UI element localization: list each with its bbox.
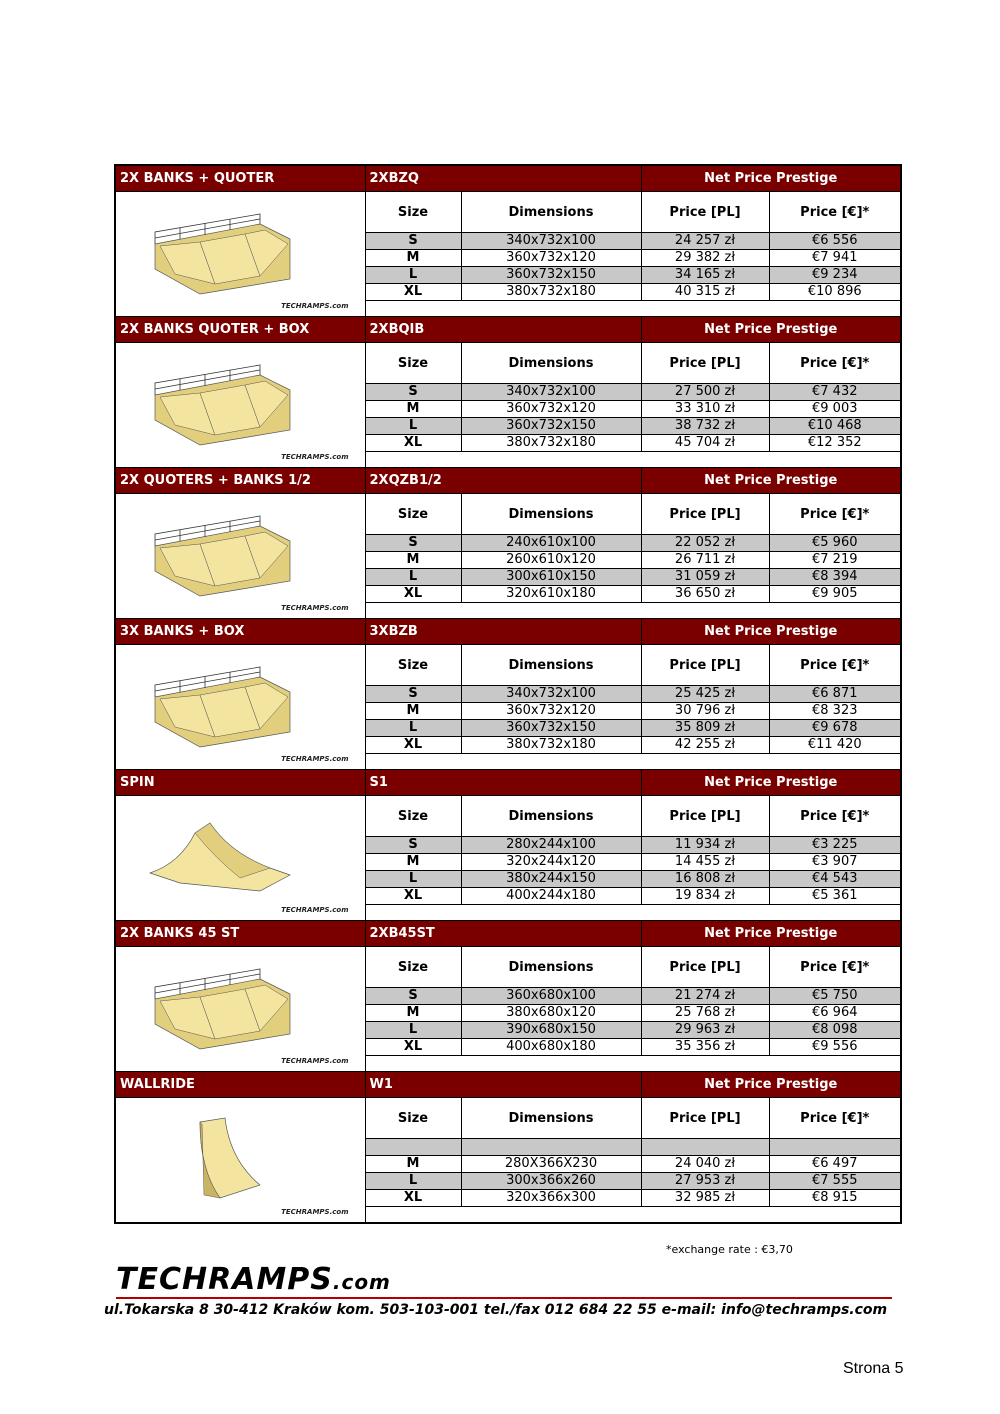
dimensions-cell: 360x732x150 (461, 720, 641, 737)
column-header-row (115, 192, 901, 233)
price-eur-cell: €5 361 (769, 888, 901, 905)
watermark: TECHRAMPS.com (281, 1208, 349, 1216)
dimensions-cell: 380x732x180 (461, 737, 641, 754)
price-pl-cell: 24 040 zł (641, 1156, 769, 1173)
column-header-row (115, 947, 901, 988)
col-header-dimensions: Dimensions (461, 192, 641, 233)
col-header-size: Size (365, 494, 461, 535)
price-pl-cell: 36 650 zł (641, 586, 769, 603)
product-image (115, 645, 365, 770)
price-pl-cell: 30 796 zł (641, 703, 769, 720)
product-image (115, 343, 365, 468)
dimensions-cell: 320x610x180 (461, 586, 641, 603)
col-header-price-eur: Price [€]* (769, 1098, 901, 1139)
column-header-row (115, 645, 901, 686)
col-header-size: Size (365, 947, 461, 988)
col-header-dimensions: Dimensions (461, 947, 641, 988)
price-eur-cell: €8 394 (769, 569, 901, 586)
size-cell: XL (365, 1039, 461, 1056)
price-eur-cell: €9 003 (769, 401, 901, 418)
price-eur-cell: €8 098 (769, 1022, 901, 1039)
price-pl-cell: 40 315 zł (641, 284, 769, 301)
size-cell: S (365, 686, 461, 703)
size-cell: M (365, 250, 461, 267)
dimensions-cell: 360x732x150 (461, 267, 641, 284)
price-pl-cell: 27 500 zł (641, 384, 769, 401)
product-code: S1 (365, 770, 641, 796)
product-header (115, 1072, 901, 1098)
exchange-rate-note: *exchange rate : €3,70 (666, 1243, 793, 1256)
product-name: 3X BANKS + BOX (115, 619, 365, 645)
spacer-cell (365, 603, 901, 619)
size-cell: M (365, 401, 461, 418)
watermark: TECHRAMPS.com (281, 453, 349, 461)
ramp-spin-icon (116, 813, 365, 903)
price-pl-cell: 25 425 zł (641, 686, 769, 703)
price-eur-cell: €9 234 (769, 267, 901, 284)
price-eur-cell: €5 960 (769, 535, 901, 552)
dimensions-cell: 360x732x150 (461, 418, 641, 435)
size-cell: L (365, 418, 461, 435)
product-code: 2XB45ST (365, 921, 641, 947)
watermark: TECHRAMPS.com (281, 1057, 349, 1065)
product-name: 2X BANKS QUOTER + BOX (115, 317, 365, 343)
price-pl-cell: 14 455 zł (641, 854, 769, 871)
price-eur-cell: €9 905 (769, 586, 901, 603)
col-header-price-pl: Price [PL] (641, 947, 769, 988)
col-header-size: Size (365, 796, 461, 837)
price-pl-cell: 32 985 zł (641, 1190, 769, 1207)
dimensions-cell: 320x366x300 (461, 1190, 641, 1207)
price-eur-cell: €8 323 (769, 703, 901, 720)
net-price-label: Net Price Prestige (641, 317, 901, 343)
price-eur-cell: €9 678 (769, 720, 901, 737)
dimensions-cell: 400x680x180 (461, 1039, 641, 1056)
column-header-row (115, 343, 901, 384)
dimensions-cell: 380x244x150 (461, 871, 641, 888)
price-pl-cell: 38 732 zł (641, 418, 769, 435)
col-header-price-eur: Price [€]* (769, 494, 901, 535)
price-eur-cell: €3 225 (769, 837, 901, 854)
price-pl-cell: 19 834 zł (641, 888, 769, 905)
spacer-cell (365, 301, 901, 317)
price-eur-cell: €7 555 (769, 1173, 901, 1190)
product-header (115, 165, 901, 192)
size-cell: S (365, 233, 461, 250)
size-cell: M (365, 703, 461, 720)
price-pl-cell: 25 768 zł (641, 1005, 769, 1022)
spacer-cell (365, 1207, 901, 1224)
size-cell: XL (365, 586, 461, 603)
dimensions-cell: 240x610x100 (461, 535, 641, 552)
dimensions-cell: 360x732x120 (461, 401, 641, 418)
dimensions-cell: 260x610x120 (461, 552, 641, 569)
col-header-price-pl: Price [PL] (641, 343, 769, 384)
dimensions-cell: 340x732x100 (461, 686, 641, 703)
product-name: 2X QUOTERS + BANKS 1/2 (115, 468, 365, 494)
ramp-two-banks-quarter-box-icon (116, 355, 365, 455)
col-header-size: Size (365, 1098, 461, 1139)
price-eur-cell: €6 871 (769, 686, 901, 703)
price-eur-cell: €10 468 (769, 418, 901, 435)
ramp-two-banks-45-icon (116, 959, 365, 1059)
product-header (115, 921, 901, 947)
price-pl-cell (641, 1139, 769, 1156)
size-cell: S (365, 837, 461, 854)
col-header-price-eur: Price [€]* (769, 645, 901, 686)
dimensions-cell: 320x244x120 (461, 854, 641, 871)
size-cell: XL (365, 737, 461, 754)
ramp-wallride-icon (116, 1110, 365, 1210)
price-eur-cell: €7 432 (769, 384, 901, 401)
price-pl-cell: 31 059 zł (641, 569, 769, 586)
col-header-dimensions: Dimensions (461, 796, 641, 837)
price-pl-cell: 33 310 zł (641, 401, 769, 418)
product-name: 2X BANKS + QUOTER (115, 165, 365, 192)
price-pl-cell: 29 382 zł (641, 250, 769, 267)
size-cell: XL (365, 435, 461, 452)
size-cell: M (365, 552, 461, 569)
net-price-label: Net Price Prestige (641, 165, 901, 192)
product-code: W1 (365, 1072, 641, 1098)
column-header-row (115, 796, 901, 837)
size-cell: S (365, 384, 461, 401)
price-pl-cell: 16 808 zł (641, 871, 769, 888)
col-header-price-eur: Price [€]* (769, 947, 901, 988)
dimensions-cell: 300x366x260 (461, 1173, 641, 1190)
size-cell: L (365, 267, 461, 284)
dimensions-cell: 390x680x150 (461, 1022, 641, 1039)
dimensions-cell: 360x732x120 (461, 250, 641, 267)
size-cell: L (365, 1022, 461, 1039)
dimensions-cell: 280x244x100 (461, 837, 641, 854)
net-price-label: Net Price Prestige (641, 619, 901, 645)
price-eur-cell: €5 750 (769, 988, 901, 1005)
size-cell: M (365, 854, 461, 871)
size-cell: L (365, 720, 461, 737)
price-eur-cell: €6 964 (769, 1005, 901, 1022)
ramp-two-quarters-banks-icon (116, 506, 365, 606)
price-pl-cell: 27 953 zł (641, 1173, 769, 1190)
size-cell: M (365, 1005, 461, 1022)
product-code: 2XBZQ (365, 165, 641, 192)
dimensions-cell: 380x680x120 (461, 1005, 641, 1022)
size-cell: S (365, 535, 461, 552)
col-header-price-pl: Price [PL] (641, 796, 769, 837)
col-header-price-pl: Price [PL] (641, 1098, 769, 1139)
net-price-label: Net Price Prestige (641, 468, 901, 494)
price-pl-cell: 45 704 zł (641, 435, 769, 452)
size-cell: XL (365, 1190, 461, 1207)
col-header-price-eur: Price [€]* (769, 796, 901, 837)
watermark: TECHRAMPS.com (281, 906, 349, 914)
size-cell (365, 1139, 461, 1156)
price-eur-cell: €6 497 (769, 1156, 901, 1173)
size-cell: XL (365, 888, 461, 905)
price-eur-cell: €7 941 (769, 250, 901, 267)
logo-suffix: .com (332, 1270, 391, 1294)
price-pl-cell: 22 052 zł (641, 535, 769, 552)
spacer-cell (365, 905, 901, 921)
ramp-three-banks-box-icon (116, 657, 365, 757)
net-price-label: Net Price Prestige (641, 921, 901, 947)
price-pl-cell: 24 257 zł (641, 233, 769, 250)
spacer-cell (365, 452, 901, 468)
product-image (115, 1098, 365, 1224)
col-header-dimensions: Dimensions (461, 494, 641, 535)
product-name: WALLRIDE (115, 1072, 365, 1098)
dimensions-cell: 380x732x180 (461, 284, 641, 301)
price-pl-cell: 35 809 zł (641, 720, 769, 737)
dimensions-cell: 360x680x100 (461, 988, 641, 1005)
price-eur-cell: €7 219 (769, 552, 901, 569)
column-header-row (115, 1098, 901, 1139)
dimensions-cell: 340x732x100 (461, 233, 641, 250)
price-eur-cell (769, 1139, 901, 1156)
price-eur-cell: €11 420 (769, 737, 901, 754)
product-header (115, 770, 901, 796)
dimensions-cell: 340x732x100 (461, 384, 641, 401)
column-header-row (115, 494, 901, 535)
dimensions-cell: 400x244x180 (461, 888, 641, 905)
watermark: TECHRAMPS.com (281, 302, 349, 310)
product-header (115, 619, 901, 645)
price-pl-cell: 26 711 zł (641, 552, 769, 569)
spacer-cell (365, 754, 901, 770)
product-header (115, 468, 901, 494)
col-header-size: Size (365, 645, 461, 686)
footer-rule (116, 1297, 892, 1299)
col-header-size: Size (365, 192, 461, 233)
product-name: SPIN (115, 770, 365, 796)
size-cell: M (365, 1156, 461, 1173)
price-pl-cell: 11 934 zł (641, 837, 769, 854)
page-number: Strona 5 (843, 1360, 904, 1377)
product-code: 3XBZB (365, 619, 641, 645)
col-header-price-eur: Price [€]* (769, 192, 901, 233)
col-header-price-pl: Price [PL] (641, 645, 769, 686)
dimensions-cell: 360x732x120 (461, 703, 641, 720)
col-header-dimensions: Dimensions (461, 343, 641, 384)
dimensions-cell: 300x610x150 (461, 569, 641, 586)
size-cell: L (365, 871, 461, 888)
product-name: 2X BANKS 45 ST (115, 921, 365, 947)
product-code: 2XQZB1/2 (365, 468, 641, 494)
dimensions-cell: 280X366X230 (461, 1156, 641, 1173)
size-cell: L (365, 1173, 461, 1190)
price-pl-cell: 42 255 zł (641, 737, 769, 754)
price-eur-cell: €8 915 (769, 1190, 901, 1207)
watermark: TECHRAMPS.com (281, 755, 349, 763)
price-eur-cell: €3 907 (769, 854, 901, 871)
product-code: 2XBQIB (365, 317, 641, 343)
col-header-size: Size (365, 343, 461, 384)
col-header-price-eur: Price [€]* (769, 343, 901, 384)
product-header (115, 317, 901, 343)
col-header-dimensions: Dimensions (461, 645, 641, 686)
spacer-cell (365, 1056, 901, 1072)
watermark: TECHRAMPS.com (281, 604, 349, 612)
price-eur-cell: €10 896 (769, 284, 901, 301)
size-cell: S (365, 988, 461, 1005)
col-header-price-pl: Price [PL] (641, 192, 769, 233)
price-eur-cell: €12 352 (769, 435, 901, 452)
ramp-two-banks-quarter-icon (116, 204, 365, 304)
dimensions-cell (461, 1139, 641, 1156)
col-header-price-pl: Price [PL] (641, 494, 769, 535)
price-eur-cell: €9 556 (769, 1039, 901, 1056)
net-price-label: Net Price Prestige (641, 1072, 901, 1098)
product-image (115, 796, 365, 921)
price-pl-cell: 34 165 zł (641, 267, 769, 284)
product-image (115, 494, 365, 619)
price-eur-cell: €6 556 (769, 233, 901, 250)
size-cell: XL (365, 284, 461, 301)
dimensions-cell: 380x732x180 (461, 435, 641, 452)
price-pl-cell: 29 963 zł (641, 1022, 769, 1039)
price-pl-cell: 35 356 zł (641, 1039, 769, 1056)
price-pl-cell: 21 274 zł (641, 988, 769, 1005)
price-eur-cell: €4 543 (769, 871, 901, 888)
col-header-dimensions: Dimensions (461, 1098, 641, 1139)
price-table (114, 164, 902, 1224)
techramps-logo (116, 1262, 391, 1297)
product-image (115, 947, 365, 1072)
net-price-label: Net Price Prestige (641, 770, 901, 796)
size-cell: L (365, 569, 461, 586)
product-image (115, 192, 365, 317)
contact-line: ul.Tokarska 8 30-412 Kraków kom. 503-103-001 tel./fax 012 684 22 55 e-mail: info@techramps.com (104, 1302, 888, 1318)
logo-main: TECHRAMPS (116, 1262, 333, 1297)
